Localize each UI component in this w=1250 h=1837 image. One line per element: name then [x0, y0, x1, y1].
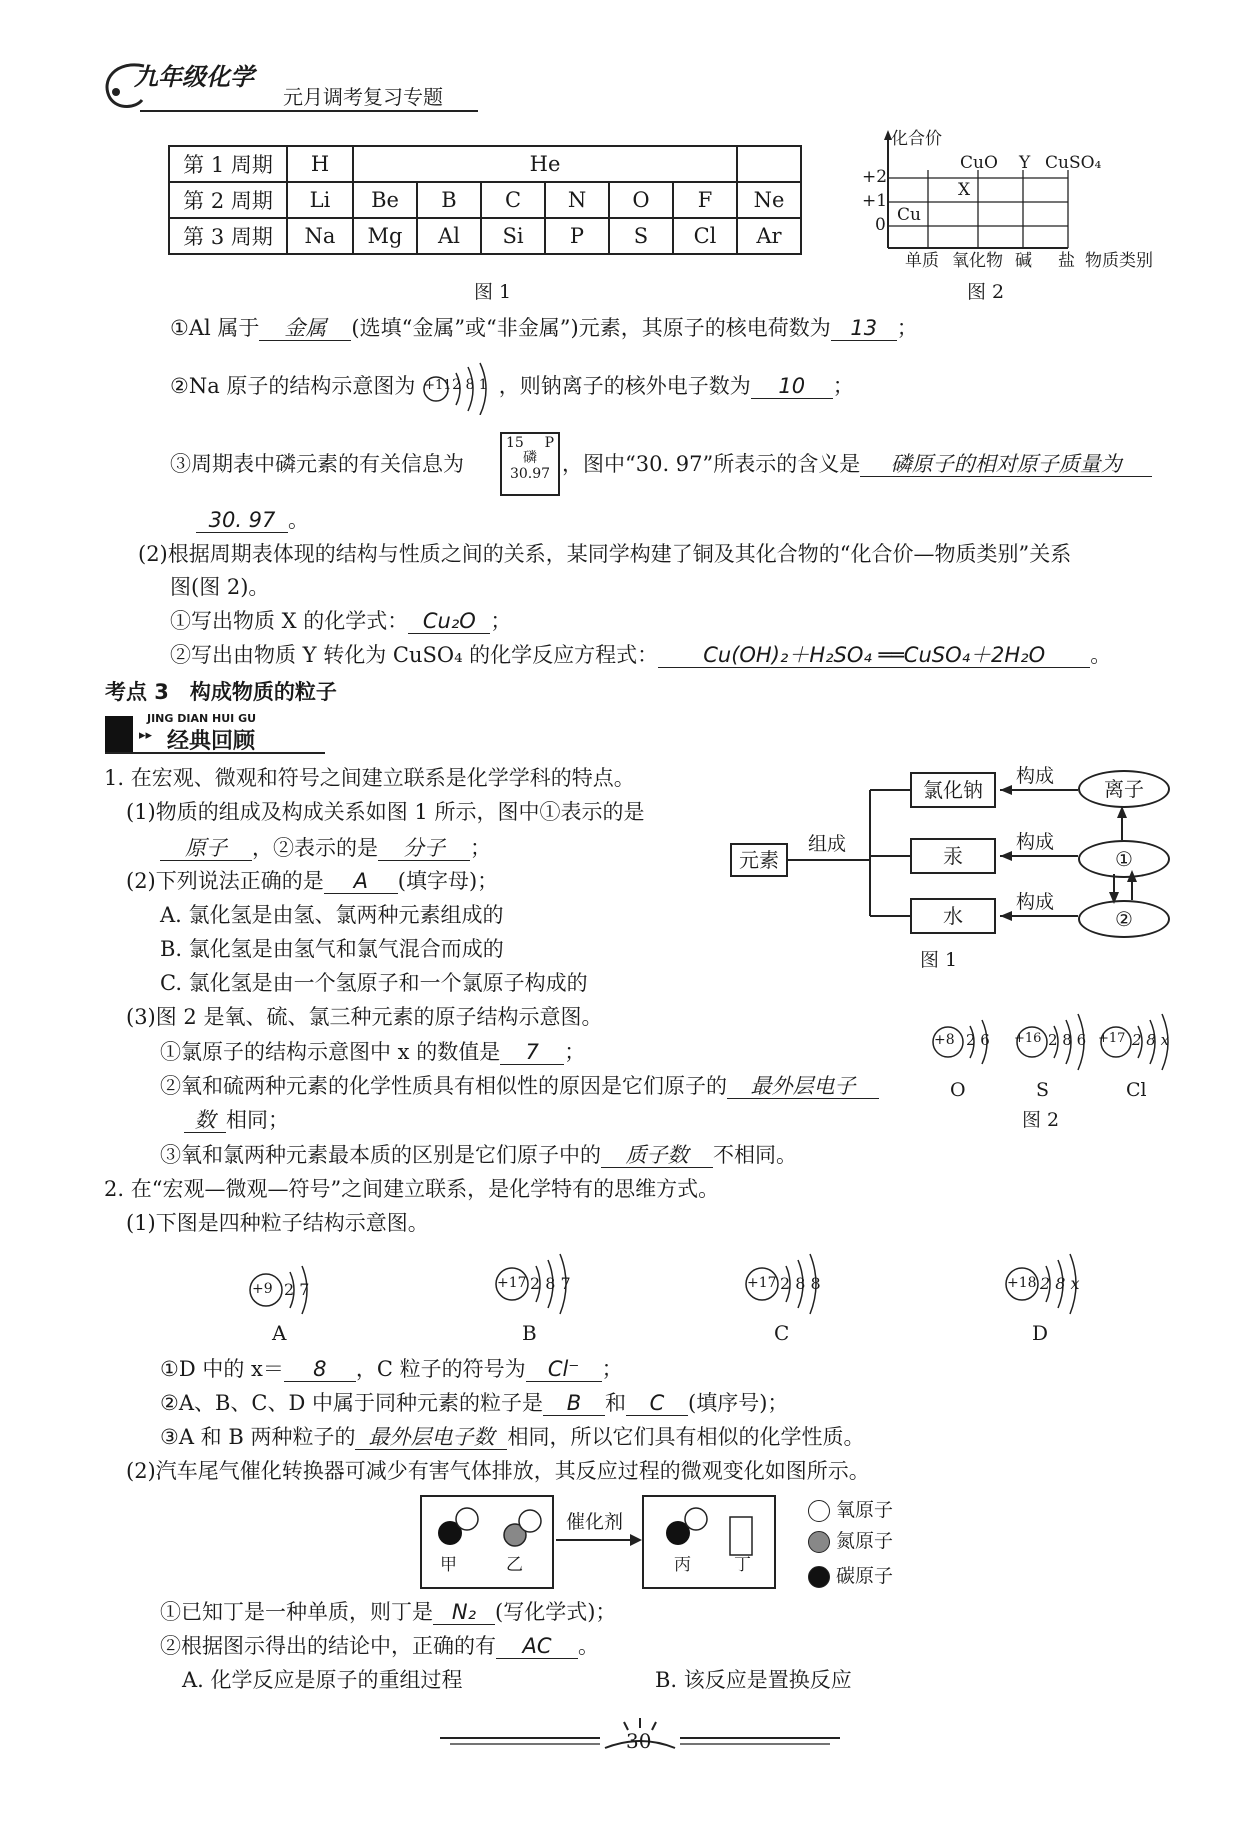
answer-blank: Cl⁻: [526, 1357, 602, 1382]
answer-blank: B: [543, 1391, 605, 1416]
point-label: CuSO₄: [1045, 153, 1102, 173]
nucleus-charge: +18: [1007, 1275, 1037, 1291]
question-line: ②A、B、C、D 中属于同种元素的粒子是 B 和 C (填序号)；: [160, 1391, 789, 1415]
atom-label: S: [1036, 1079, 1050, 1101]
answer-blank: C: [626, 1391, 688, 1416]
element-cell: N: [545, 182, 609, 218]
element-cell: P: [545, 218, 609, 254]
answer-blank: 最外层电子: [727, 1074, 879, 1099]
double-arrow-icon: ▸▸: [139, 728, 153, 743]
paragraph: (1)下图是四种粒子结构示意图。: [126, 1211, 429, 1235]
option: A. 氯化氢是由氢、氯两种元素组成的: [160, 903, 504, 927]
build-label: 构成: [1016, 831, 1055, 853]
nitrogen-atom-icon: [808, 1531, 830, 1553]
answer-blank: 10: [751, 374, 833, 399]
section-title: 考点 3 构成物质的粒子: [105, 680, 337, 704]
element-info-box: 15 P 磷 30.97: [500, 432, 560, 496]
y-tick: +1: [862, 191, 888, 211]
question-line: ，图中“30. 97”所表示的含义是 磷原子的相对原子质量为: [562, 452, 1152, 477]
paragraph: (3)图 2 是氧、硫、氯三种元素的原子结构示意图。: [126, 1005, 603, 1029]
point-label: Cu: [897, 205, 921, 225]
molecule-label: 丁: [734, 1555, 751, 1575]
valence-chart-grid: [868, 130, 1168, 270]
row-label: 第 1 周期: [169, 146, 287, 182]
element-cell: H: [287, 146, 353, 182]
legend-carbon: 碳原子: [808, 1566, 893, 1588]
answer-blank: N₂: [433, 1600, 495, 1625]
question-intro: 2. 在“宏观—微观—符号”之间建立联系，是化学特有的思维方式。: [104, 1177, 720, 1201]
option: C. 氯化氢是由一个氢原子和一个氯原子构成的: [160, 971, 588, 995]
answer-blank: 金属: [259, 316, 351, 341]
table-row: [169, 218, 801, 254]
nucleus-charge: +17: [747, 1275, 777, 1291]
element-cell: Mg: [353, 218, 417, 254]
answer-blank: 磷原子的相对原子质量为: [860, 452, 1152, 477]
particle-label: B: [522, 1321, 537, 1345]
element-cell: Li: [287, 182, 353, 218]
figure-caption: 图 1: [920, 949, 958, 971]
empty-cell: [737, 146, 801, 182]
answer-blank: 最外层电子数: [355, 1425, 507, 1450]
paragraph: (2)汽车尾气催化转换器可减少有害气体排放，其反应过程的微观变化如图所示。: [126, 1459, 870, 1483]
row-label: 第 2 周期: [169, 182, 287, 218]
answer-blank: 30. 97: [196, 508, 288, 533]
legend-oxygen: 氧原子: [808, 1500, 893, 1522]
row-label: 第 3 周期: [169, 218, 287, 254]
question-line: ②氧和硫两种元素的化学性质具有相似性的原因是它们原子的 最外层电子: [160, 1074, 879, 1099]
element-cell: F: [673, 182, 737, 218]
figure-caption: 图 2: [1022, 1109, 1060, 1131]
particle-label: D: [1032, 1321, 1049, 1345]
answer-blank: 13: [831, 316, 897, 341]
x-tick: 碱: [1015, 251, 1032, 271]
shell-electrons: 2 6: [966, 1031, 990, 1049]
answer-blank: 8: [284, 1357, 356, 1382]
header-subtitle: 元月调考复习专题: [283, 85, 443, 109]
molecule-label: 丙: [674, 1555, 691, 1575]
figure-caption: 图 2: [967, 281, 1005, 303]
shell-electrons: 2 8 x: [1132, 1031, 1170, 1049]
answer-blank: 7: [500, 1040, 564, 1065]
question-line: ①已知丁是一种单质，则丁是 N₂ (写化学式)；: [160, 1600, 617, 1624]
question-line: ③周期表中磷元素的有关信息为: [170, 452, 464, 476]
paragraph: 图(图 2)。: [170, 575, 270, 599]
shell-electrons: 2 8 7: [530, 1274, 571, 1293]
atom-ellipse: ①: [1078, 840, 1170, 878]
x-tick: 氧化物: [952, 251, 1003, 271]
element-cell: Na: [287, 218, 353, 254]
table-row: [169, 182, 801, 218]
banner-block: [105, 716, 133, 752]
atom-label: Cl: [1126, 1079, 1147, 1101]
water-box: 水: [910, 898, 996, 934]
shell-electrons: 2 8 x: [1040, 1274, 1080, 1293]
chart-ylabel: 化合价: [891, 129, 942, 149]
nucleus-charge: +9: [252, 1281, 273, 1297]
question-intro: 1. 在宏观、微观和符号之间建立联系是化学学科的特点。: [104, 766, 635, 790]
paragraph: (1)物质的组成及构成关系如图 1 所示，图中①表示的是: [126, 800, 645, 824]
x-tick: 盐: [1058, 251, 1075, 271]
nucleus-charge: +17: [497, 1275, 527, 1291]
element-cell: S: [609, 218, 673, 254]
shell-electrons: 2 8 8: [780, 1274, 821, 1293]
page-number: 30: [626, 1729, 652, 1753]
question-line: ②写出由物质 Y 转化为 CuSO₄ 的化学反应方程式： Cu(OH)₂＋H₂SO₄ ══CuSO₄＋2H₂O 。: [170, 643, 1112, 667]
compose-label: 组成: [808, 833, 847, 855]
element-cell: Ne: [737, 182, 801, 218]
question-line: ①写出物质 X 的化学式： Cu₂O ；: [170, 609, 512, 633]
header-rule: [140, 110, 478, 112]
y-tick: +2: [862, 167, 888, 187]
element-cell: O: [609, 182, 673, 218]
question-line: (2)下列说法正确的是 A (填字母)；: [126, 869, 499, 893]
banner-small-text: JING DIAN HUI GU: [147, 712, 257, 725]
table-row: [169, 146, 801, 182]
molecule-ellipse: ②: [1078, 900, 1170, 938]
point-label: Y: [1019, 153, 1031, 173]
answer-blank: 分子: [378, 836, 470, 861]
particle-label: C: [774, 1321, 790, 1345]
shell-electrons: 2 7: [284, 1280, 310, 1299]
element-cell: He: [353, 146, 737, 182]
option: B. 氯化氢是由氢气和氯气混合而成的: [160, 937, 504, 961]
nucleus-charge: +16: [1014, 1031, 1042, 1046]
paragraph: (2)根据周期表体现的结构与性质之间的关系，某同学构建了铜及其化合物的“化合价—物质类别”关系: [138, 542, 1072, 566]
mercury-box: 汞: [910, 838, 996, 874]
molecule-label: 乙: [506, 1555, 523, 1575]
figure-caption: 图 1: [474, 281, 512, 303]
header-title: 九年级化学: [134, 63, 254, 91]
legend-nitrogen: 氮原子: [808, 1531, 893, 1553]
element-cell: B: [417, 182, 481, 218]
banner-main-text: 经典回顾: [167, 729, 256, 754]
question-line: ①氯原子的结构示意图中 x 的数值是 7 ；: [160, 1040, 586, 1064]
element-cell: C: [481, 182, 545, 218]
answer-blank: AC: [496, 1634, 578, 1659]
x-tick: 单质: [905, 251, 939, 271]
point-label: X: [958, 180, 971, 200]
element-box: 元素: [730, 843, 788, 877]
oxygen-atom-icon: [808, 1500, 830, 1522]
question-line: ②Na 原子的结构示意图为 +11 2 8 1 ，则钠离子的核外电子数为 10 ；: [170, 374, 854, 401]
atom-label: O: [950, 1079, 966, 1101]
nucleus-charge: +17: [1098, 1031, 1126, 1046]
particle-label: A: [272, 1321, 287, 1345]
question-line: 30. 97 。: [196, 508, 309, 533]
answer-blank: Cu₂O: [408, 609, 490, 634]
answer-blank: 质子数: [601, 1143, 713, 1168]
build-label: 构成: [1016, 765, 1055, 787]
answer-blank: 原子: [160, 836, 252, 861]
element-cell: Ar: [737, 218, 801, 254]
answer-blank: A: [324, 869, 398, 894]
build-label: 构成: [1016, 891, 1055, 913]
element-cell: Si: [481, 218, 545, 254]
molecule-label: 甲: [440, 1555, 457, 1575]
catalyst-label: 催化剂: [566, 1511, 624, 1533]
chart-xlabel: 物质类别: [1085, 251, 1153, 271]
reaction-molecules: [420, 1495, 780, 1587]
section-banner: [105, 712, 325, 754]
question-line: 原子 ，②表示的是 分子 ；: [160, 836, 491, 861]
answer-blank: Cu(OH)₂＋H₂SO₄ ══CuSO₄＋2H₂O: [658, 643, 1090, 668]
ion-ellipse: 离子: [1078, 770, 1170, 808]
option: B. 该反应是置换反应: [655, 1668, 852, 1692]
element-cell: Al: [417, 218, 481, 254]
question-line: ③A 和 B 两种粒子的 最外层电子数 相同，所以它们具有相似的化学性质。: [160, 1425, 865, 1449]
shell-electrons: 2 8 6: [1048, 1031, 1087, 1049]
particle-diagrams: [240, 1250, 1100, 1330]
question-line: ①Al 属于 金属 (选填“金属”或“非金属”)元素，其原子的核电荷数为 13 ；: [170, 316, 918, 340]
point-label: CuO: [960, 153, 998, 173]
nucleus-charge: +8: [934, 1032, 955, 1048]
y-tick: 0: [875, 215, 886, 235]
question-line: ③氧和氯两种元素最本质的区别是它们原子中的 质子数 不相同。: [160, 1143, 797, 1167]
element-cell: Cl: [673, 218, 737, 254]
question-line: ①D 中的 x＝ 8 ，C 粒子的符号为 Cl⁻ ；: [160, 1357, 623, 1381]
answer-blank: 数: [184, 1108, 226, 1133]
atom-diagram: +11 2 8 1: [422, 375, 492, 401]
periodic-table: [168, 145, 802, 255]
question-line: ②根据图示得出的结论中，正确的有 AC 。: [160, 1634, 599, 1658]
nacl-box: 氯化钠: [910, 772, 996, 808]
option: A. 化学反应是原子的重组过程: [182, 1668, 463, 1692]
element-cell: Be: [353, 182, 417, 218]
carbon-atom-icon: [808, 1566, 830, 1588]
question-line: 数 相同；: [184, 1108, 289, 1133]
